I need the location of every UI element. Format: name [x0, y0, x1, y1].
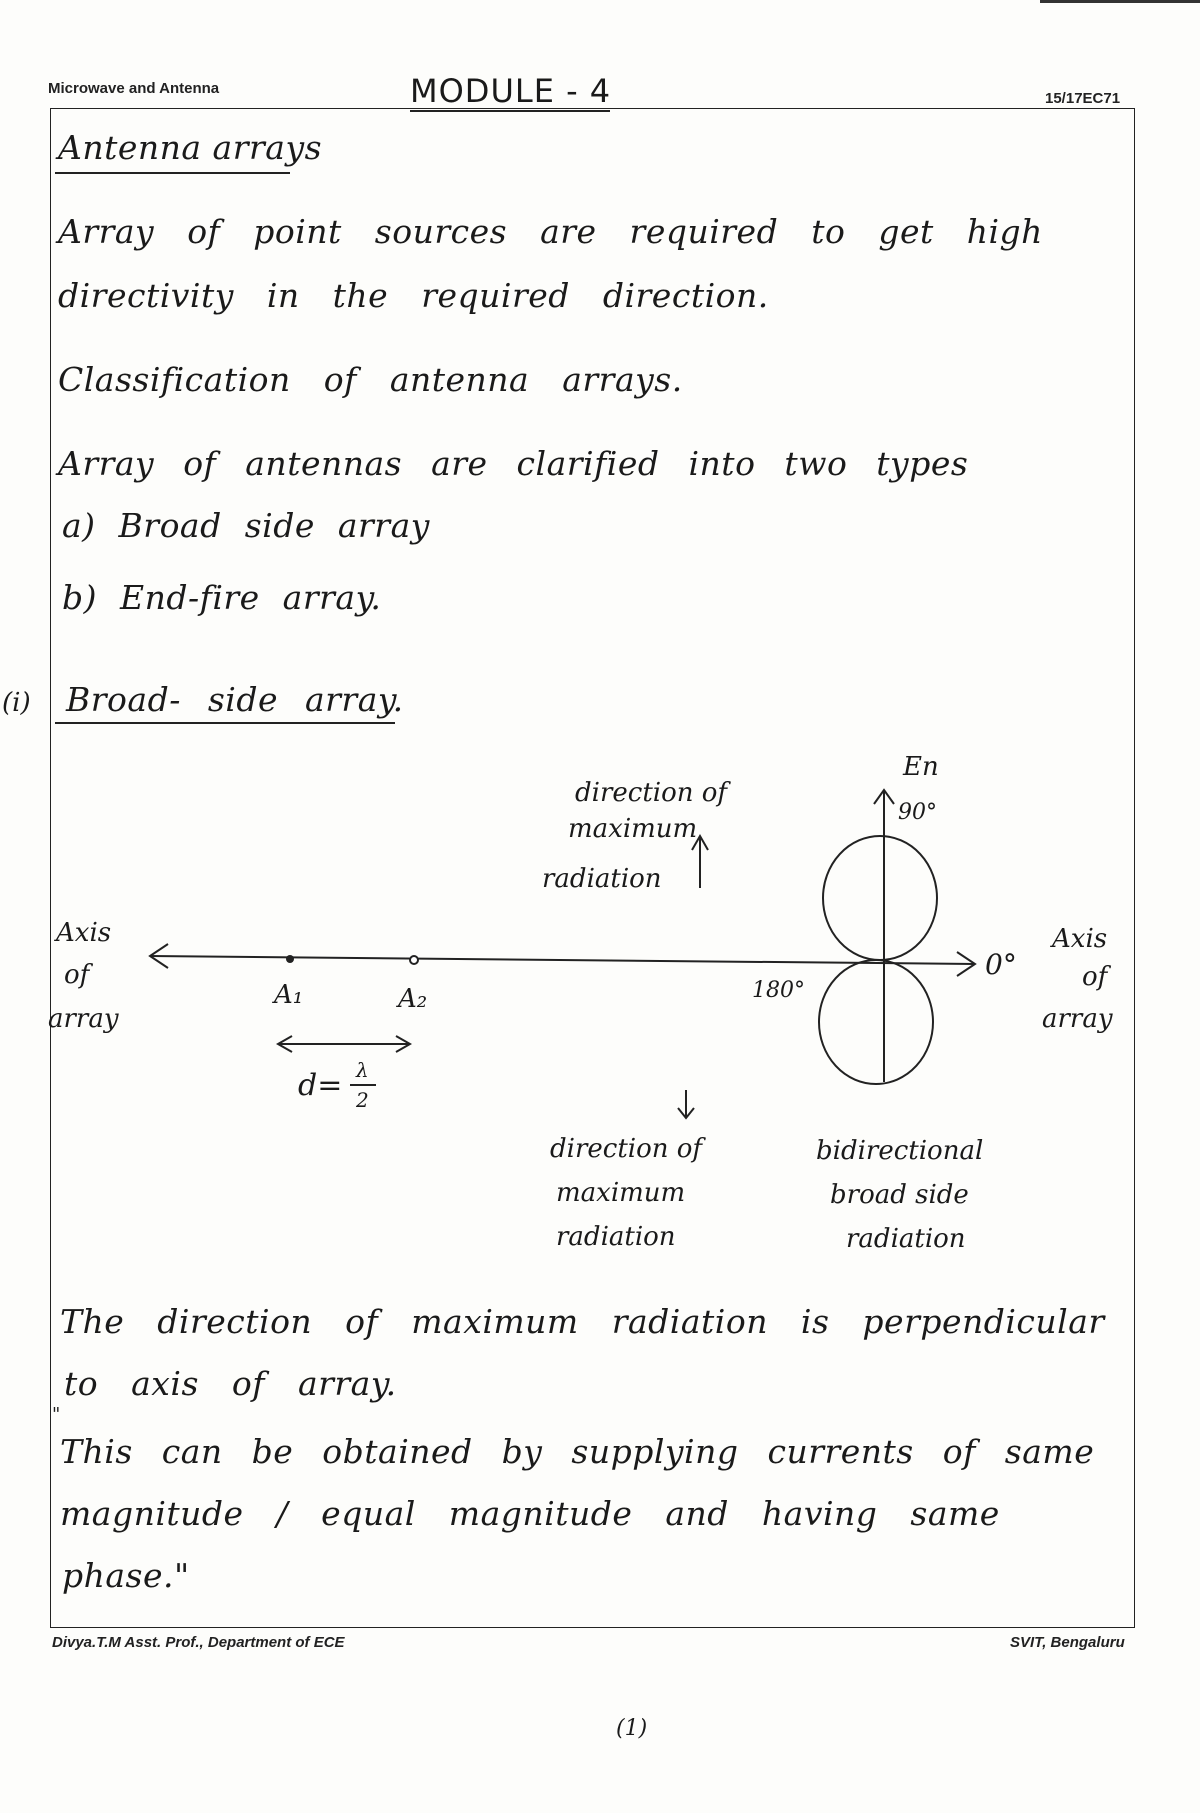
en-label: En	[903, 752, 939, 782]
dir-max-top-1: direction of	[575, 778, 728, 808]
type-a: a) Broad side array	[62, 506, 430, 545]
angle-180-label: 180°	[752, 978, 805, 1003]
types-intro: Array of antennas are clarified into two types	[58, 444, 969, 483]
angle-90-label: 90°	[898, 800, 937, 825]
footer-author: Divya.T.M Asst. Prof., Department of ECE	[52, 1634, 345, 1651]
spacing-denominator: 2	[356, 1088, 369, 1112]
element-a2-dot	[410, 956, 418, 964]
heading-antenna-arrays: Antenna arrays	[58, 128, 323, 167]
footer-institution: SVIT, Bengaluru	[1010, 1634, 1125, 1651]
course-code: 15/17EC71	[1045, 90, 1121, 107]
bidir-label-3: radiation	[846, 1224, 966, 1254]
axis-right-1: Axis	[1052, 924, 1108, 954]
bidir-label-2: broad side	[830, 1180, 969, 1210]
axis-right-2: of	[1082, 962, 1108, 992]
dir-max-top-3: radiation	[542, 864, 662, 894]
lower-lobe	[819, 960, 933, 1084]
spacing-d-label: d=	[298, 1068, 343, 1103]
spacing-numerator: λ	[356, 1058, 369, 1082]
para1-line1: Array of point sources are required to get high	[58, 212, 1043, 251]
type-b: b) End-fire array.	[62, 578, 382, 617]
body2-line4: magnitude / equal magnitude and having same	[60, 1494, 1000, 1533]
array-axis-line	[150, 956, 975, 964]
classification-line: Classification of antenna arrays.	[58, 360, 683, 399]
angle-0-label: 0°	[985, 948, 1017, 981]
section-number: (i)	[2, 688, 31, 718]
body2-line3: This can be obtained by supplying currents of same	[60, 1432, 1095, 1471]
dir-max-bot-1: direction of	[550, 1134, 703, 1164]
body2-line1: The direction of maximum radiation is perpendicular	[60, 1302, 1105, 1341]
body2-line5: phase."	[62, 1556, 190, 1595]
dir-max-bot-2: maximum	[556, 1178, 686, 1208]
element-a1-label: A₁	[274, 980, 304, 1010]
module-title: MODULE - 4	[410, 72, 612, 110]
body2-line2: to axis of array.	[64, 1364, 397, 1403]
body2-quote-mark: "	[52, 1404, 61, 1425]
axis-left-1: Axis	[56, 918, 112, 948]
dir-max-top-2: maximum	[568, 814, 698, 844]
course-title: Microwave and Antenna	[48, 80, 220, 97]
bidir-label-1: bidirectional	[816, 1136, 984, 1166]
dir-max-bot-3: radiation	[556, 1222, 676, 1252]
axis-left-3: array	[48, 1004, 119, 1034]
page-number: (1)	[616, 1716, 648, 1741]
para1-line2: directivity in the required direction.	[58, 276, 769, 315]
section-title: Broad- side array.	[66, 680, 404, 719]
axis-right-3: array	[1042, 1004, 1113, 1034]
upper-lobe	[823, 836, 937, 960]
element-a1-dot	[286, 955, 294, 963]
element-a2-label: A₂	[398, 984, 428, 1014]
axis-left-2: of	[64, 960, 90, 990]
spacing-fraction-bar	[350, 1084, 376, 1086]
